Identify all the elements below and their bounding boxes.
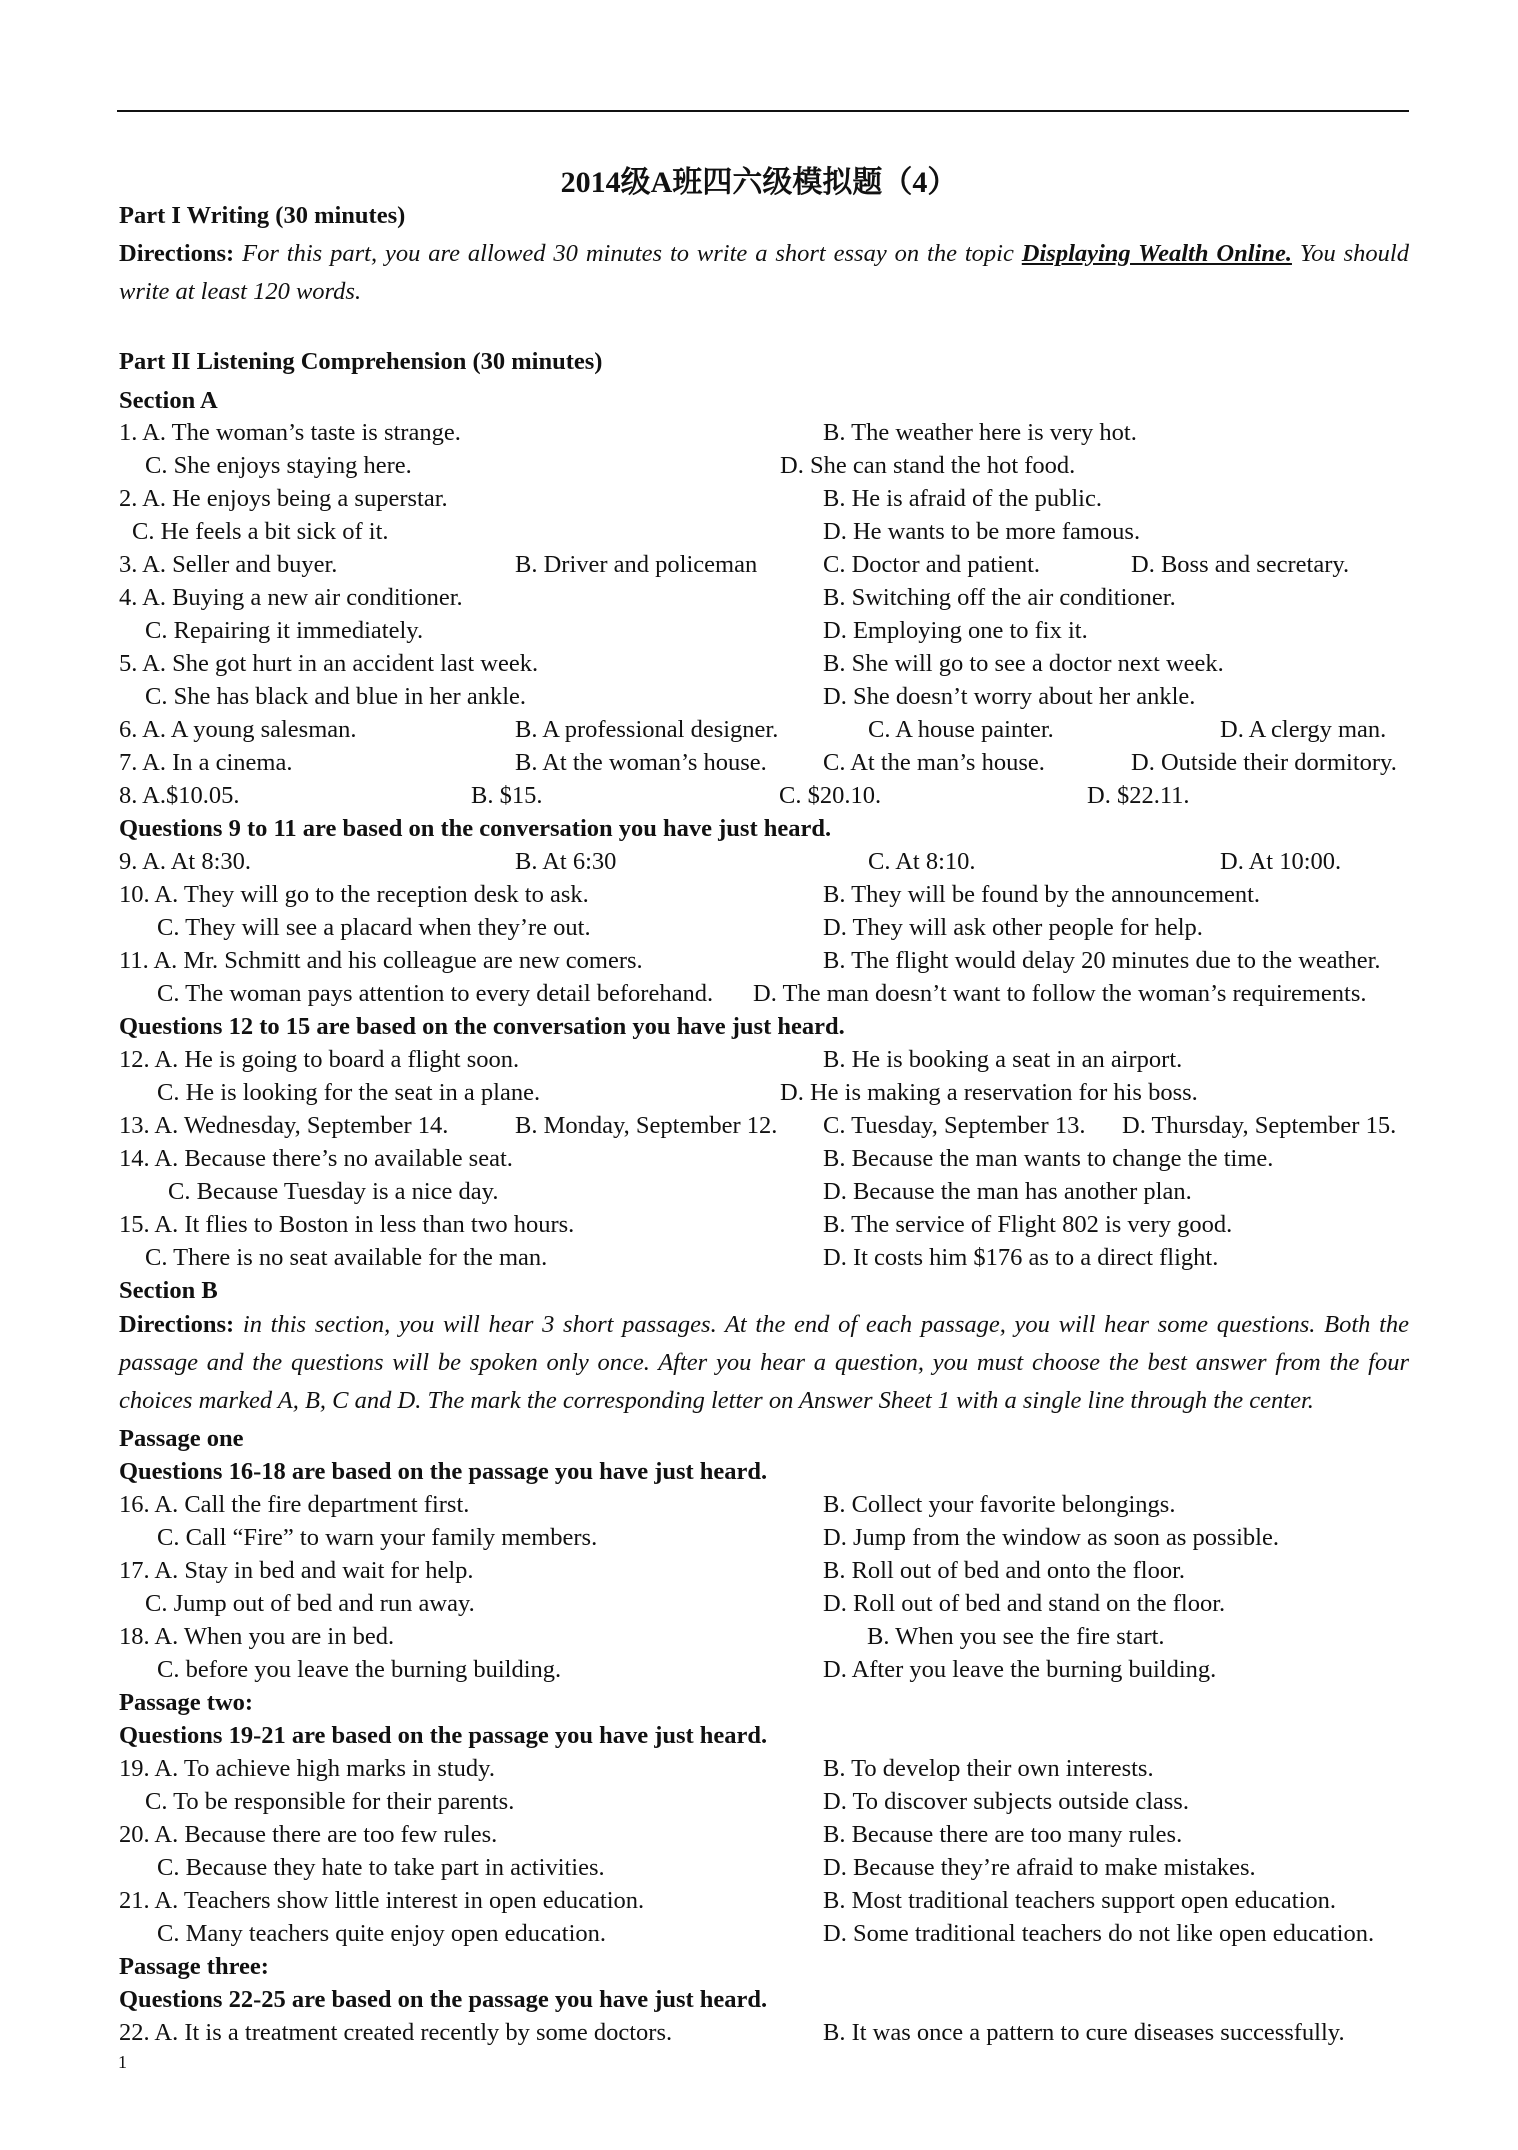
q2-option-a: 2. A. He enjoys being a superstar.: [119, 485, 448, 512]
q2-option-c: C. He feels a bit sick of it.: [132, 518, 389, 545]
q4-option-b: B. Switching off the air conditioner.: [823, 584, 1176, 611]
q19-option-b: B. To develop their own interests.: [823, 1755, 1154, 1782]
q13-option-a: 13. A. Wednesday, September 14.: [119, 1112, 449, 1139]
q15-option-a: 15. A. It flies to Boston in less than two hours.: [119, 1211, 575, 1238]
q22-option-a: 22. A. It is a treatment created recently by some doctors.: [119, 2019, 673, 2046]
q11-option-b: B. The flight would delay 20 minutes due to the weather.: [823, 947, 1381, 974]
q7-option-a: 7. A. In a cinema.: [119, 749, 293, 776]
directions-text: For this part, you are allowed 30 minutes to write a short essay on the topic: [234, 240, 1022, 267]
q20-option-b: B. Because there are too many rules.: [823, 1821, 1183, 1848]
top-rule: [117, 110, 1409, 112]
q14-option-b: B. Because the man wants to change the time.: [823, 1145, 1274, 1172]
q21-option-c: C. Many teachers quite enjoy open education.: [157, 1920, 607, 1947]
q6-option-b: B. A professional designer.: [515, 716, 779, 743]
passage-two-heading: Passage two:: [119, 1689, 254, 1716]
q20-option-c: C. Because they hate to take part in activities.: [157, 1854, 605, 1881]
section-b-directions-label: Directions:: [119, 1311, 235, 1338]
section-a-heading: Section A: [119, 387, 218, 414]
q19-option-c: C. To be responsible for their parents.: [145, 1788, 515, 1815]
q9-option-d: D. At 10:00.: [1220, 848, 1342, 875]
q13-option-c: C. Tuesday, September 13.: [823, 1112, 1086, 1139]
q6-option-d: D. A clergy man.: [1220, 716, 1387, 743]
q11-option-c: C. The woman pays attention to every detail beforehand.: [157, 980, 714, 1007]
group-heading-9-11: Questions 9 to 11 are based on the conversation you have just heard.: [119, 815, 832, 842]
q16-option-a: 16. A. Call the fire department first.: [119, 1491, 470, 1518]
q10-option-b: B. They will be found by the announcement.: [823, 881, 1261, 908]
group-heading-16-18: Questions 16-18 are based on the passage you have just heard.: [119, 1458, 768, 1485]
part1-heading: Part I Writing (30 minutes): [119, 202, 406, 229]
q1-option-c: C. She enjoys staying here.: [145, 452, 412, 479]
group-heading-12-15: Questions 12 to 15 are based on the conversation you have just heard.: [119, 1013, 845, 1040]
q18-option-a: 18. A. When you are in bed.: [119, 1623, 395, 1650]
q10-option-d: D. They will ask other people for help.: [823, 914, 1203, 941]
q1-option-a: 1. A. The woman’s taste is strange.: [119, 419, 461, 446]
q14-option-d: D. Because the man has another plan.: [823, 1178, 1192, 1205]
q18-option-b: B. When you see the fire start.: [867, 1623, 1165, 1650]
q11-option-a: 11. A. Mr. Schmitt and his colleague are new comers.: [119, 947, 643, 974]
q12-option-c: C. He is looking for the seat in a plane.: [157, 1079, 541, 1106]
essay-topic: Displaying Wealth Online.: [1021, 240, 1292, 267]
page-title: 2014级A班四六级模拟题（4）: [560, 166, 958, 199]
q13-option-b: B. Monday, September 12.: [515, 1112, 778, 1139]
q13-option-d: D. Thursday, September 15.: [1122, 1112, 1397, 1139]
q17-option-d: D. Roll out of bed and stand on the floor.: [823, 1590, 1226, 1617]
q16-option-b: B. Collect your favorite belongings.: [823, 1491, 1176, 1518]
q4-option-d: D. Employing one to fix it.: [823, 617, 1088, 644]
q5-option-c: C. She has black and blue in her ankle.: [145, 683, 527, 710]
section-b-directions: [119, 1306, 1409, 1420]
page-number: 1: [118, 2052, 127, 2072]
q12-option-d: D. He is making a reservation for his boss.: [780, 1079, 1198, 1106]
q7-option-c: C. At the man’s house.: [823, 749, 1045, 776]
q10-option-a: 10. A. They will go to the reception desk to ask.: [119, 881, 589, 908]
q17-option-c: C. Jump out of bed and run away.: [145, 1590, 475, 1617]
q4-option-c: C. Repairing it immediately.: [145, 617, 424, 644]
directions-text-end: You should write at least 120 words.: [119, 240, 1409, 305]
q8-option-c: C. $20.10.: [779, 782, 882, 809]
q17-option-b: B. Roll out of bed and onto the floor.: [823, 1557, 1186, 1584]
part1-directions: [119, 235, 1409, 311]
q8-option-d: D. $22.11.: [1087, 782, 1190, 809]
q1-option-d: D. She can stand the hot food.: [780, 452, 1076, 479]
q3-option-b: B. Driver and policeman: [515, 551, 758, 578]
q6-option-a: 6. A. A young salesman.: [119, 716, 357, 743]
q19-option-d: D. To discover subjects outside class.: [823, 1788, 1189, 1815]
q14-option-c: C. Because Tuesday is a nice day.: [168, 1178, 499, 1205]
q7-option-d: D. Outside their dormitory.: [1131, 749, 1397, 776]
passage-one-heading: Passage one: [119, 1425, 244, 1452]
q7-option-b: B. At the woman’s house.: [515, 749, 767, 776]
q15-option-b: B. The service of Flight 802 is very good.: [823, 1211, 1233, 1238]
q5-option-d: D. She doesn’t worry about her ankle.: [823, 683, 1196, 710]
q14-option-a: 14. A. Because there’s no available seat.: [119, 1145, 513, 1172]
q1-option-b: B. The weather here is very hot.: [823, 419, 1137, 446]
q12-option-b: B. He is booking a seat in an airport.: [823, 1046, 1183, 1073]
q21-option-d: D. Some traditional teachers do not like open education.: [823, 1920, 1375, 1947]
q6-option-c: C. A house painter.: [868, 716, 1054, 743]
q3-option-d: D. Boss and secretary.: [1131, 551, 1350, 578]
q15-option-d: D. It costs him $176 as to a direct flight.: [823, 1244, 1219, 1271]
q3-option-c: C. Doctor and patient.: [823, 551, 1041, 578]
q20-option-a: 20. A. Because there are too few rules.: [119, 1821, 498, 1848]
q20-option-d: D. Because they’re afraid to make mistakes.: [823, 1854, 1256, 1881]
q17-option-a: 17. A. Stay in bed and wait for help.: [119, 1557, 474, 1584]
q2-option-d: D. He wants to be more famous.: [823, 518, 1141, 545]
directions-label: Directions:: [119, 240, 235, 267]
group-heading-19-21: Questions 19-21 are based on the passage you have just heard.: [119, 1722, 768, 1749]
q9-option-a: 9. A. At 8:30.: [119, 848, 252, 875]
q5-option-a: 5. A. She got hurt in an accident last week.: [119, 650, 539, 677]
section-b-heading: Section B: [119, 1277, 218, 1304]
q10-option-c: C. They will see a placard when they’re out.: [157, 914, 591, 941]
q16-option-d: D. Jump from the window as soon as possible.: [823, 1524, 1279, 1551]
q4-option-a: 4. A. Buying a new air conditioner.: [119, 584, 463, 611]
group-heading-22-25: Questions 22-25 are based on the passage you have just heard.: [119, 1986, 768, 2013]
q15-option-c: C. There is no seat available for the man.: [145, 1244, 548, 1271]
q19-option-a: 19. A. To achieve high marks in study.: [119, 1755, 495, 1782]
q9-option-b: B. At 6:30: [515, 848, 617, 875]
q11-option-d: D. The man doesn’t want to follow the woman’s requirements.: [753, 980, 1367, 1007]
q12-option-a: 12. A. He is going to board a flight soon.: [119, 1046, 520, 1073]
q21-option-a: 21. A. Teachers show little interest in open education.: [119, 1887, 645, 1914]
part2-heading: Part II Listening Comprehension (30 minutes): [119, 348, 603, 375]
q3-option-a: 3. A. Seller and buyer.: [119, 551, 338, 578]
q18-option-d: D. After you leave the burning building.: [823, 1656, 1217, 1683]
q22-option-b: B. It was once a pattern to cure diseases successfully.: [823, 2019, 1345, 2046]
q16-option-c: C. Call “Fire” to warn your family members.: [157, 1524, 598, 1551]
q18-option-c: C. before you leave the burning building.: [157, 1656, 562, 1683]
passage-three-heading: Passage three:: [119, 1953, 269, 1980]
q21-option-b: B. Most traditional teachers support open education.: [823, 1887, 1337, 1914]
q8-option-b: B. $15.: [471, 782, 543, 809]
q9-option-c: C. At 8:10.: [868, 848, 976, 875]
q8-option-a: 8. A.$10.05.: [119, 782, 240, 809]
q2-option-b: B. He is afraid of the public.: [823, 485, 1102, 512]
q5-option-b: B. She will go to see a doctor next week.: [823, 650, 1224, 677]
section-b-directions-text: in this section, you will hear 3 short passages. At the end of each passage, you will hear some questions. Both the passage and the questions will be spoken only once. After you hear a question, you must choose the best answer from the four choices marked A, B, C and D. The mark the corresponding letter on Answer Sheet 1 with a single line through the center.: [119, 1311, 1409, 1414]
